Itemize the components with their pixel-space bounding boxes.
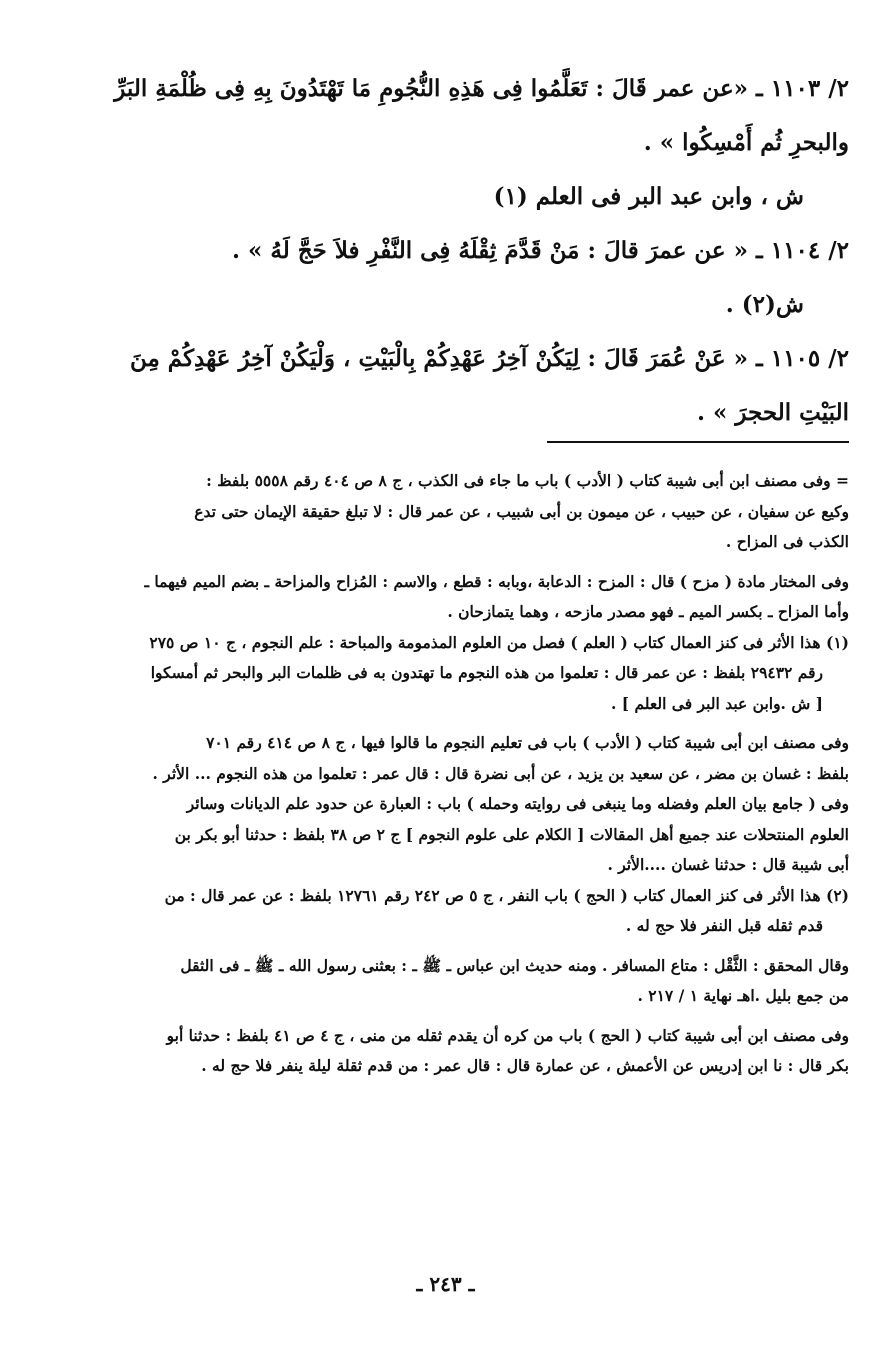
footnote-cont-line-1: = وفى مصنف ابن أبى شيبة كتاب ( الأدب ) باب ما جاء فى الكذب ، ج ٨ ص ٤٠٤ رقم ٥٥٥٨ بلفظ :: [206, 471, 849, 490]
entry-1104-source: ش(٢) .: [725, 291, 804, 318]
entry-1104-line-1: ٢/ ١١٠٤ ـ « عن عمرَ قالَ : مَنْ قَدَّمَ ثِقْلَهُ فِى النَّفْرِ فلاَ حَجَّ لَهُ » .: [231, 237, 849, 264]
entry-1105-line-1: ٢/ ١١٠٥ ـ « عَنْ عُمَرَ قَالَ : لِيَكُنْ آخِرُ عَهْدِكُمْ بِالْبَيْتِ ، وَلْيَكُنْ آخِرُ عَهْدِكُمْ مِنَ: [129, 345, 849, 372]
footnote-2-line-5: وفى مصنف ابن أبى شيبة كتاب ( الحج ) باب من كره أن يقدم ثقله من منى ، ج ٤ ص ٤١ بلفظ : حدثنا أبو: [166, 1025, 849, 1045]
footnotes-block: [60, 466, 849, 1082]
footnote-cont-line-2: وكيع عن سفيان ، عن حبيب ، عن ميمون بن أبى شبيب ، عن عمر قال : لا تبلغ حقيقة الإيمان حتى تدع: [194, 501, 849, 521]
entry-1105-line-2: البَيْتِ الحجرَ » .: [696, 399, 849, 426]
footnote-1-line-3: [ ش .وابن عبد البر فى العلم ] .: [610, 693, 823, 713]
footnote-cont-line-5: وأما المزاح ـ بكسر الميم ـ فهو مصدر مازحه ، وهما يتمازحان .: [447, 602, 849, 621]
footnote-1-line-5: بلفظ : غسان بن مضر ، عن سعيد بن يزيد ، عن أبى نضرة قال : قال عمر : تعلموا من هذه النجوم ... الأثر .: [152, 763, 849, 783]
footnote-2-line-2: قدم ثقله قبل النفر فلا حج له .: [625, 916, 823, 935]
page-number: ـ ٢٤٣ ـ: [416, 1272, 475, 1296]
footnote-1-line-7: العلوم المنتحلات عند جميع أهل المقالات [ الكلام على علوم النجوم ] ج ٢ ص ٣٨ بلفظ : حدثنا أبو بكر بن: [174, 824, 849, 844]
footnote-2-line-1: (٢) هذا الأثر فى كنز العمال كتاب ( الحج ) باب النفر ، ج ٥ ص ٢٤٢ رقم ١٢٧٦١ بلفظ : عن عمر قال : من: [164, 885, 849, 905]
footnote-1-line-4: وفى مصنف ابن أبى شيبة كتاب ( الأدب ) باب فى تعليم النجوم ما قالوا فيها ، ج ٨ ص ٤١٤ رقم ٧٠١: [206, 733, 849, 752]
footnote-separator: [547, 441, 849, 443]
footnote-1-line-1: (١) هذا الأثر فى كنز العمال كتاب ( العلم ) فصل من العلوم المذمومة والمباحة : علم النجوم ، ج ١٠ ص ٢٧٥: [149, 632, 849, 652]
footnote-2-line-6: بكر قال : نا ابن إدريس عن الأعمش ، عن عمارة قال : قال عمر : من قدم ثقلة ليلة ينفر فلا حج له .: [201, 1056, 849, 1075]
footnote-cont-line-4: وفى المختار مادة ( مزح ) قال : المزح : الدعابة ،وبابه : قطع ، والاسم : المُزاح والمزاحة ـ بضم الميم فيهما ـ: [144, 571, 849, 591]
entry-1103-source: ش ، وابن عبد البر فى العلم (١): [493, 183, 804, 210]
entry-1103-line-1: ٢/ ١١٠٣ ـ «عن عمر قَالَ : تَعَلَّمُوا فِى هَذِهِ النُّجُومِ مَا تَهْتَدُونَ بِهِ فِى ظُلْمَةِ البَرِّ: [114, 75, 849, 102]
main-text-block: [48, 62, 849, 440]
footnote-1-line-2: رقم ٢٩٤٣٢ بلفظ : عن عمر قال : تعلموا من هذه النجوم ما تهتدون به فى ظلمات البر والبحر ثم أمسكوا: [150, 663, 823, 682]
footnote-1-line-6: وفى ( جامع بيان العلم وفضله وما ينبغى فى روايته وحمله ) باب : العبارة عن حدود علم الديانات وسائر: [186, 794, 849, 813]
footnote-2-line-4: من جمع بليل .اهـ نهاية ١ / ٢١٧ .: [637, 986, 849, 1005]
entry-1103-line-2: والبحرِ ثُم أَمْسِكُوا » .: [643, 129, 849, 156]
footnote-cont-line-3: الكذب فى المزاح .: [725, 532, 849, 551]
footnote-2-line-3: وقال المحقق : الثَّقْل : متاع المسافر . ومنه حديث ابن عباس ـ ﷺ ـ : بعثنى رسول الله ـ ﷺ ـ فى الثقل: [180, 955, 849, 975]
footnote-1-line-8: أبى شيبة قال : حدثنا غسان ....الأثر .: [607, 855, 849, 874]
